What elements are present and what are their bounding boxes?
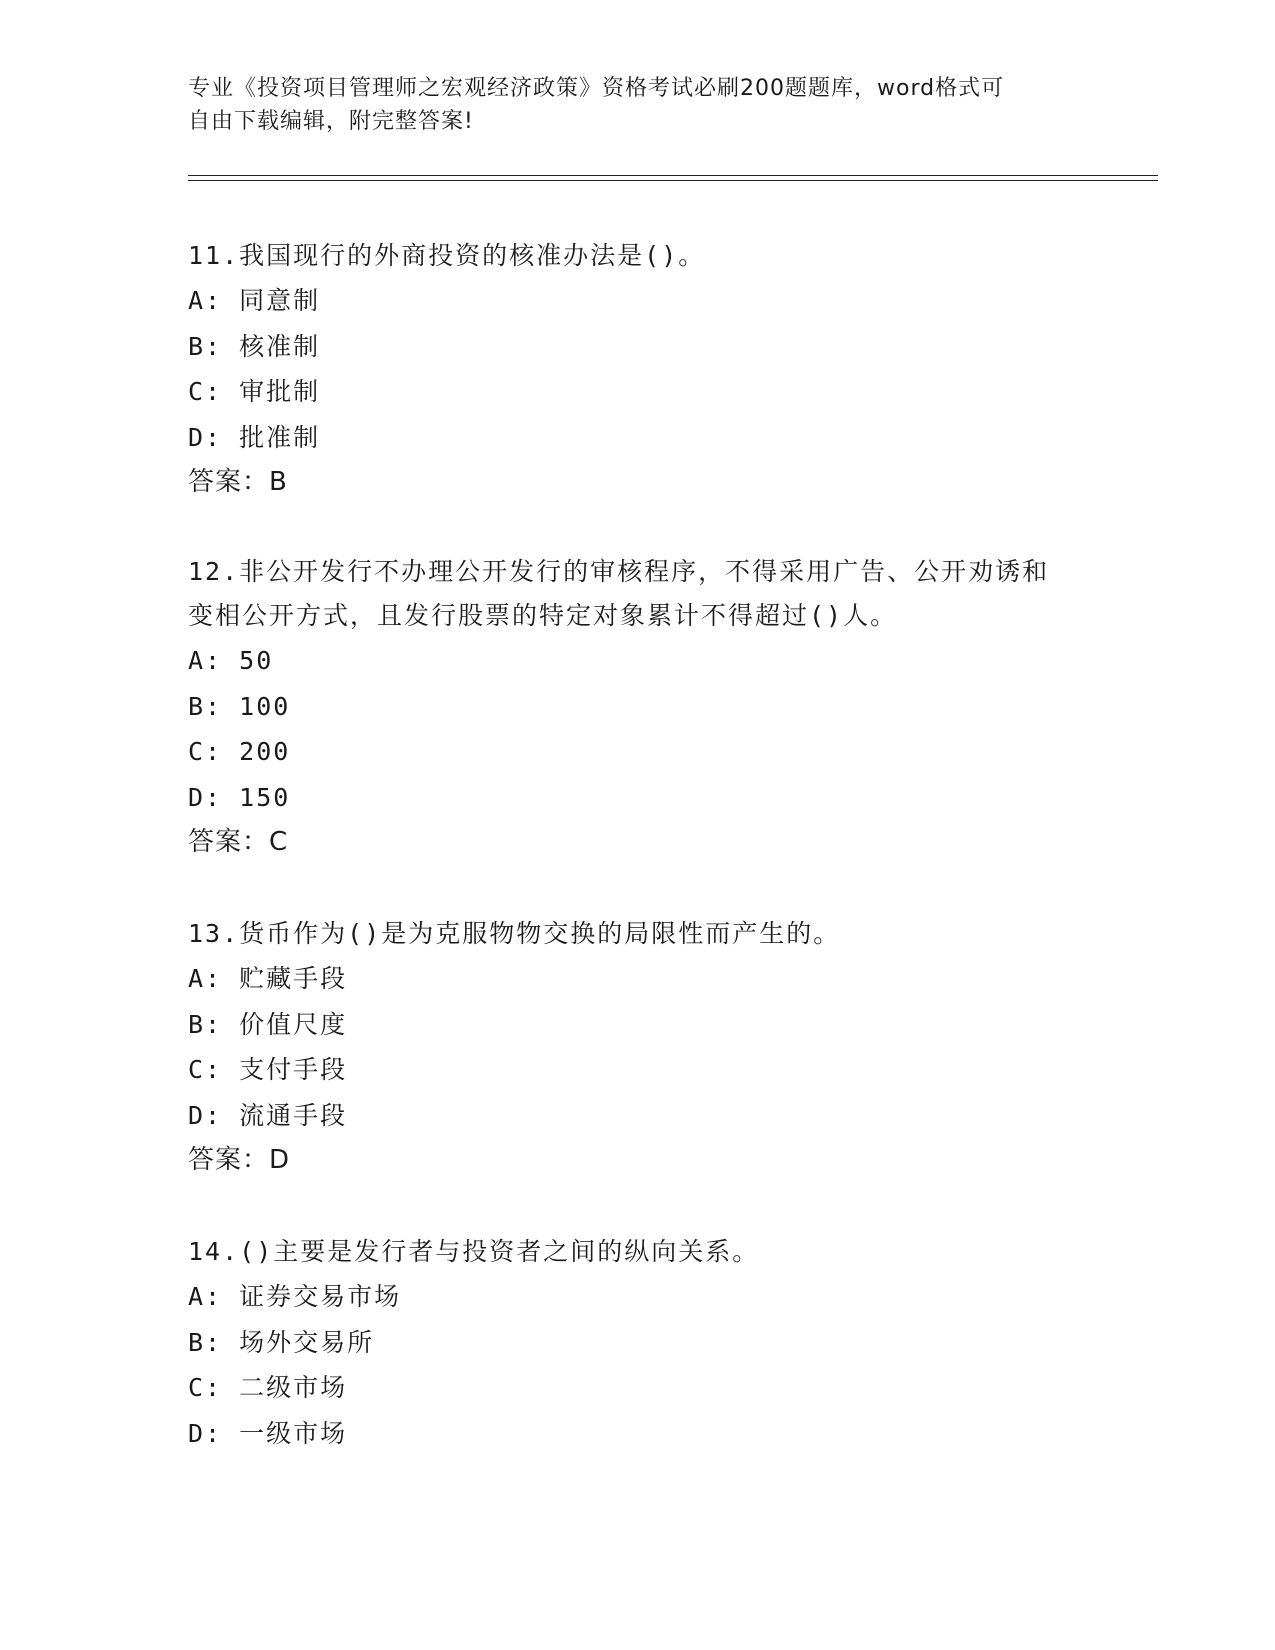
header-divider-lower (188, 180, 1158, 181)
option-d: D: 一级市场 (188, 1418, 348, 1448)
option-c: C: 二级市场 (188, 1373, 348, 1402)
question-13 (188, 912, 1088, 1183)
question-stem: 13.货币作为()是为克服物物交换的局限性而产生的。 (188, 919, 841, 948)
option-b: B: 场外交易所 (188, 1327, 375, 1357)
question-stem: 12.非公开发行不办理公开发行的审核程序，不得采用广告、公开劝诱和变相公开方式，且发行股票的特定对象累计不得超过()人。 (188, 557, 1050, 630)
option-b: B: 100 (188, 691, 291, 721)
header-divider-upper (188, 175, 1158, 176)
option-d: D: 150 (188, 782, 291, 812)
option-a: A: 贮藏手段 (188, 964, 348, 993)
question-stem: 11.我国现行的外商投资的核准办法是()。 (188, 241, 706, 270)
option-c: C: 支付手段 (188, 1055, 348, 1084)
option-d: D: 批准制 (188, 422, 321, 452)
header-line-2: 自由下载编辑，附完整答案! (188, 109, 474, 134)
option-b: B: 价值尺度 (188, 1009, 348, 1039)
answer: 答案：D (188, 1145, 291, 1175)
option-d: D: 流通手段 (188, 1100, 348, 1130)
option-a: A: 同意制 (188, 286, 321, 315)
option-c: C: 200 (188, 737, 291, 766)
question-11 (188, 234, 1088, 505)
answer: 答案：C (188, 827, 289, 857)
document-header (188, 72, 1088, 138)
header-line-1: 专业《投资项目管理师之宏观经济政策》资格考试必刷200题题库，word格式可 (188, 76, 1005, 101)
answer: 答案：B (188, 467, 288, 497)
option-b: B: 核准制 (188, 331, 321, 361)
option-c: C: 审批制 (188, 377, 321, 406)
option-a: A: 50 (188, 646, 274, 675)
question-stem: 14.()主要是发行者与投资者之间的纵向关系。 (188, 1237, 760, 1266)
question-14 (188, 1230, 1088, 1456)
option-a: A: 证券交易市场 (188, 1282, 402, 1311)
question-12 (188, 550, 1068, 865)
